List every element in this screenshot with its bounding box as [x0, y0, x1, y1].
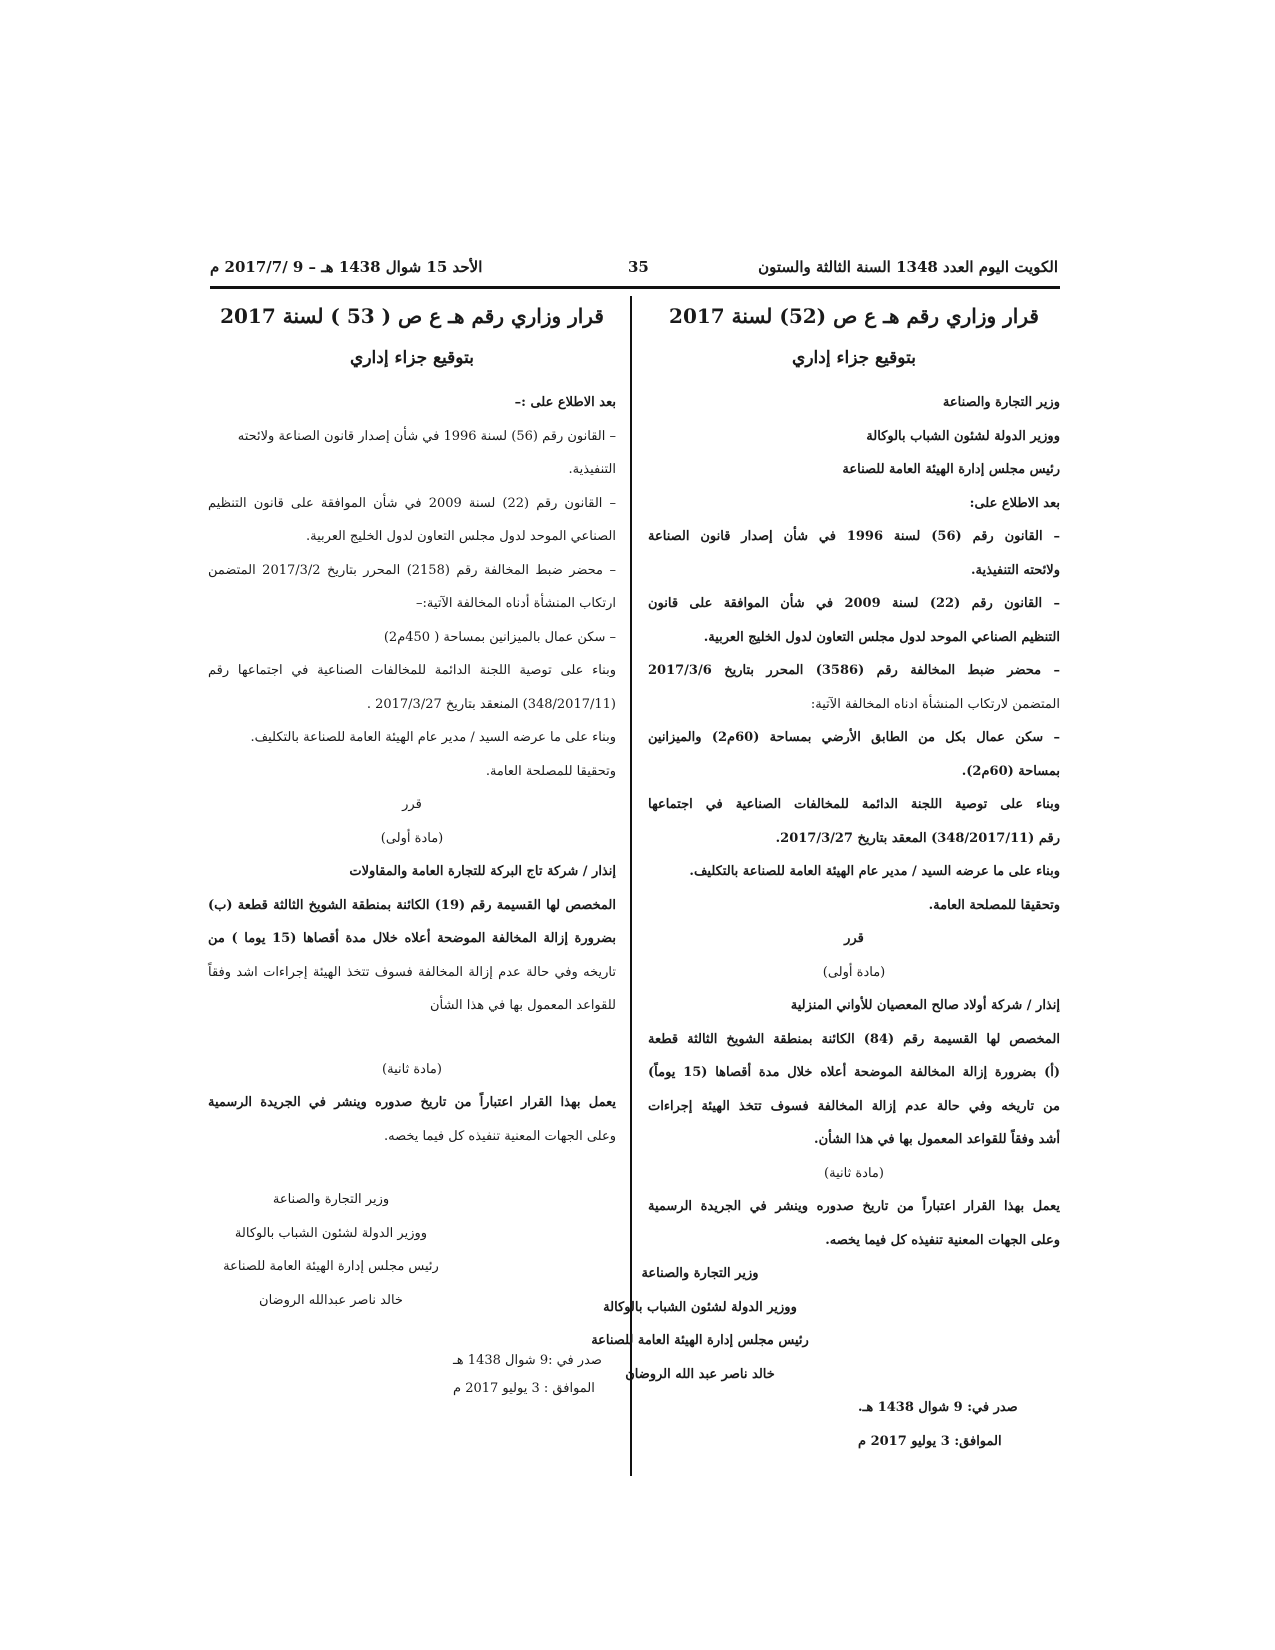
header-rule	[210, 286, 1060, 289]
line: – القانون رقم (56) لسنة 1996 في شأن إصدار قانون الصناعة	[648, 529, 1060, 544]
line: – القانون رقم (22) لسنة 2009 في شأن الموافقة على قانون	[648, 596, 1060, 611]
line: وبناء على توصية اللجنة الدائمة للمخالفات الصناعية في اجتماعها	[648, 797, 1060, 812]
line: بعد الاطلاع على :–	[514, 395, 616, 410]
decision-heading: قرر	[402, 797, 422, 812]
spacer	[208, 1317, 616, 1347]
article-heading: (مادة أولى)	[380, 830, 444, 846]
line: إنذار / شركة تاج البركة للتجارة العامة والمقاولات	[349, 864, 616, 879]
line: ارتكاب المنشأة أدناه المخالفة الآتية:–	[416, 596, 616, 611]
decision-52	[591, 296, 1061, 1458]
header-publication: الكويت اليوم العدد 1348 السنة الثالثة والستون	[758, 258, 1058, 276]
line: رقم (348/2017/11) المعقد بتاريخ 2017/3/27.	[775, 830, 1060, 846]
signature-line: وزير التجارة والصناعة	[272, 1192, 390, 1207]
line: وبناء على توصية اللجنة الدائمة للمخالفات الصناعية في اجتماعها رقم	[208, 663, 616, 678]
page-header	[210, 258, 1058, 284]
corresponding-date: الموافق: 3 يوليو 2017 م	[858, 1433, 1002, 1449]
spacer	[208, 1153, 616, 1183]
signature-line: ووزير الدولة لشئون الشباب بالوكالة	[603, 1299, 797, 1315]
article-heading: (مادة ثانية)	[382, 1061, 442, 1077]
decision-53	[208, 296, 616, 1403]
line: بمساحة (60م2).	[961, 763, 1060, 779]
line: – القانون رقم (22) لسنة 2009 في شأن الموافقة على قانون التنظيم	[208, 495, 616, 511]
line: بعد الاطلاع على:	[969, 495, 1060, 511]
decision-title: قرار وزاري رقم هـ ع ص (52) لسنة 2017	[669, 304, 1039, 328]
line: الصناعي الموحد لدول مجلس التعاون لدول الخليج العربية.	[306, 529, 616, 544]
issued-date: صدر في :9 شوال 1438 هـ	[453, 1353, 602, 1368]
line: وعلى الجهات المعنية تنفيذه كل فيما يخصه.	[825, 1232, 1060, 1248]
line: المخصص لها القسيمة رقم (19) الكائنة بمنطقة الشويخ الثالثة قطعة (ب)	[208, 897, 616, 913]
line: تاريخه وفي حالة عدم إزالة المخالفة فسوف تتخذ الهيئة إجراءات اشد وفقاً	[208, 964, 616, 980]
line: أشد وفقاً للقواعد المعمول بها في هذا الشأن.	[814, 1132, 1060, 1147]
line: للقواعد المعمول بها في هذا الشأن	[429, 998, 616, 1013]
signature-block	[206, 1183, 456, 1317]
signature-line: ووزير الدولة لشئون الشباب بالوكالة	[234, 1225, 428, 1241]
decision-heading: قرر	[844, 931, 864, 946]
line: – محضر ضبط المخالفة رقم (2158) المحرر بتاريخ 2017/3/2 المتضمن	[208, 562, 616, 578]
line: يعمل بهذا القرار اعتباراً من تاريخ صدوره وينشر في الجريدة الرسمية	[208, 1095, 616, 1110]
article-heading: (مادة ثانية)	[824, 1165, 884, 1181]
line: وبناء على ما عرضه السيد / مدير عام الهيئة العامة للصناعة بالتكليف.	[250, 730, 616, 745]
line: المخصص لها القسيمة رقم (84) الكائنة بمنطقة الشويخ الثالثة قطعة	[648, 1031, 1060, 1047]
line: ولائحته التنفيذية.	[971, 562, 1060, 578]
signature-name: خالد ناصر عبدالله الروضان	[259, 1292, 403, 1308]
line: – القانون رقم (56) لسنة 1996 في شأن إصدار قانون الصناعة ولائحته	[237, 428, 616, 444]
article-heading: (مادة أولى)	[822, 964, 886, 980]
line: (أ) بضرورة إزالة المخالفة الموضحة أعلاه خلال مدة أقصاها (15 يوماً)	[648, 1065, 1060, 1080]
issued-date: صدر في: 9 شوال 1438 هـ.	[858, 1400, 1018, 1415]
line: وزير التجارة والصناعة	[942, 395, 1060, 410]
line: (348/2017/11) المنعقد بتاريخ 2017/3/27 .	[366, 696, 616, 712]
line: التنفيذية.	[568, 462, 616, 477]
line: – محضر ضبط المخالفة رقم (3586) المحرر بتاريخ 2017/3/6	[648, 663, 1060, 678]
line: وتحقيقا للمصلحة العامة.	[928, 897, 1060, 913]
line: رئيس مجلس إدارة الهيئة العامة للصناعة	[842, 462, 1060, 477]
line: بضرورة إزالة المخالفة الموضحة أعلاه خلال مدة أقصاها (15 يوما ) من	[208, 931, 616, 946]
line: وعلى الجهات المعنية تنفيذه كل فيما يخصه.	[383, 1128, 616, 1144]
decision-title: قرار وزاري رقم هـ ع ص ( 53 ) لسنة 2017	[220, 304, 604, 328]
line: وبناء على ما عرضه السيد / مدير عام الهيئة العامة للصناعة بالتكليف.	[689, 864, 1060, 879]
signature-line: وزير التجارة والصناعة	[641, 1266, 759, 1281]
page-number: 35	[628, 258, 649, 276]
spacer	[208, 1023, 616, 1053]
line: – سكن عمال بالميزانين بمساحة ( 450م2)	[383, 629, 616, 645]
line: ووزير الدولة لشئون الشباب بالوكالة	[866, 428, 1060, 444]
line: وتحقيقا للمصلحة العامة.	[485, 763, 616, 779]
corresponding-date: الموافق : 3 يوليو 2017 م	[453, 1381, 595, 1396]
header-date: الأحد 15 شوال 1438 هـ – 9 /2017/7 م	[210, 258, 483, 276]
decision-subtitle: بتوقيع جزاء إداري	[792, 348, 916, 368]
line: المتضمن لارتكاب المنشأة ادناه المخالفة الآتية:	[810, 696, 1060, 712]
line: من تاريخه وفي حالة عدم إزالة المخالفة فسوف تتخذ الهيئة إجراءات	[648, 1098, 1060, 1114]
line: إنذار / شركة أولاد صالح المعصيان للأواني المنزلية	[790, 998, 1060, 1013]
signature-line: رئيس مجلس إدارة الهيئة العامة للصناعة	[591, 1333, 809, 1348]
signature-name: خالد ناصر عبد الله الروضان	[625, 1366, 775, 1382]
line: التنظيم الصناعي الموحد لدول مجلس التعاون لدول الخليج العربية.	[703, 629, 1060, 645]
decision-subtitle: بتوقيع جزاء إداري	[350, 348, 474, 368]
signature-line: رئيس مجلس إدارة الهيئة العامة للصناعة	[223, 1259, 439, 1274]
line: – سكن عمال بكل من الطابق الأرضي بمساحة (60م2) والميزانين	[648, 730, 1061, 745]
line: يعمل بهذا القرار اعتباراً من تاريخ صدوره وينشر في الجريدة الرسمية	[648, 1199, 1060, 1214]
